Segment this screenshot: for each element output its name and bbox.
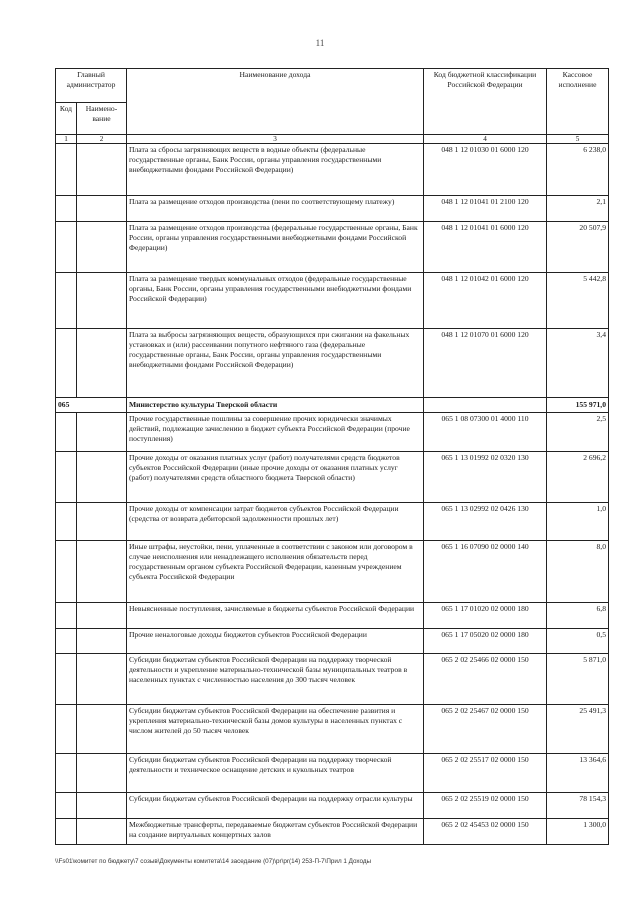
empty-cell xyxy=(56,144,77,196)
income-name-cell: Прочие государственные пошлины за совершение прочих юридически значимых действий, подлежащие зачислению в бюджет субъекта Российской Федерации (прочие поступления) xyxy=(127,413,424,452)
empty-cell xyxy=(56,793,77,819)
income-name-cell: Иные штрафы, неустойки, пени, уплаченные в соответствии с законом или договором в случае неисполнения или ненадлежащего исполнения обязательств перед государственным органом субъекта Российской Федерации, казенным учреждением субъекта Российской Федерации xyxy=(127,541,424,603)
column-number: 2 xyxy=(77,135,127,144)
kbk-code-cell: 048 1 12 01070 01 6000 120 xyxy=(424,329,547,398)
income-name-cell: Плата за размещение отходов производства (пени по соответствующему платежу) xyxy=(127,196,424,222)
income-name-cell: Межбюджетные трансферты, передаваемые бюджетам субъектов Российской Федерации на создание виртуальных концертных залов xyxy=(127,819,424,845)
table-row xyxy=(56,413,609,452)
kbk-code-cell: 065 1 17 05020 02 0000 180 xyxy=(424,629,547,654)
empty-cell xyxy=(77,654,127,705)
kbk-code-cell: 065 2 02 25517 02 0000 150 xyxy=(424,754,547,793)
empty-cell xyxy=(77,273,127,329)
table-row xyxy=(56,793,609,819)
income-name-cell: Субсидии бюджетам субъектов Российской Федерации на поддержку отрасли культуры xyxy=(127,793,424,819)
empty-cell xyxy=(77,603,127,629)
amount-cell: 3,4 xyxy=(547,329,609,398)
income-name-cell: Плата за выбросы загрязняющих веществ, образующихся при сжигании на факельных установках и (или) рассеивании попутного нефтяного газа (федеральные государственные органы, Банк России, органы управления государственными внебюджетными фондами Российской Федерации) xyxy=(127,329,424,398)
column-number: 5 xyxy=(547,135,609,144)
empty-cell xyxy=(56,273,77,329)
column-number: 3 xyxy=(127,135,424,144)
empty-cell xyxy=(424,398,547,413)
income-name-cell: Невыясненные поступления, зачисляемые в бюджеты субъектов Российской Федерации xyxy=(127,603,424,629)
amount-cell: 6,8 xyxy=(547,603,609,629)
amount-cell: 5 442,8 xyxy=(547,273,609,329)
header-amount: Кассовое исполнение xyxy=(547,69,609,135)
file-path-footer: \\Fs01\комитет по бюджету\7 созыв\Документы комитета\14 заседание (07)\pr\pr(14) 253-П-7\Прил 1 Доходы xyxy=(55,858,372,865)
kbk-code-cell: 065 1 17 01020 02 0000 180 xyxy=(424,603,547,629)
amount-cell: 2,1 xyxy=(547,196,609,222)
admin-code-cell: 065 xyxy=(56,398,127,413)
empty-cell xyxy=(77,196,127,222)
income-name-cell: Плата за размещение твердых коммунальных отходов (федеральные государственные органы, Банк России, органы управления государственными внебюджетными фондами Российской Федерации) xyxy=(127,273,424,329)
empty-cell xyxy=(56,329,77,398)
empty-cell xyxy=(77,629,127,654)
header-income-name: Наименование дохода xyxy=(127,69,424,135)
amount-cell: 13 364,6 xyxy=(547,754,609,793)
kbk-code-cell: 048 1 12 01041 01 2100 120 xyxy=(424,196,547,222)
income-name-cell: Прочие доходы от компенсации затрат бюджетов субъектов Российской Федерации (средства от возврата дебиторской задолженности прошлых лет) xyxy=(127,503,424,541)
income-name-cell: Прочие доходы от оказания платных услуг (работ) получателями средств бюджетов субъектов Российской Федерации (иные прочие доходы от оказания платных услуг (работ) получателями средств областного бюджета Тверской области) xyxy=(127,452,424,503)
kbk-code-cell: 065 2 02 25467 02 0000 150 xyxy=(424,705,547,754)
empty-cell xyxy=(77,452,127,503)
column-number: 4 xyxy=(424,135,547,144)
amount-cell: 8,0 xyxy=(547,541,609,603)
income-table xyxy=(55,68,609,845)
empty-cell xyxy=(77,144,127,196)
header-code: Код xyxy=(56,103,77,135)
kbk-code-cell: 065 1 13 01992 02 0320 130 xyxy=(424,452,547,503)
table-row xyxy=(56,754,609,793)
group-row xyxy=(56,398,609,413)
group-amount-cell: 155 971,0 xyxy=(547,398,609,413)
empty-cell xyxy=(77,413,127,452)
table-row xyxy=(56,503,609,541)
kbk-code-cell: 065 1 08 07300 01 4000 110 xyxy=(424,413,547,452)
amount-cell: 2,5 xyxy=(547,413,609,452)
empty-cell xyxy=(56,819,77,845)
kbk-code-cell: 048 1 12 01041 01 6000 120 xyxy=(424,222,547,273)
table-row xyxy=(56,144,609,196)
amount-cell: 78 154,3 xyxy=(547,793,609,819)
kbk-code-cell: 065 2 02 25466 02 0000 150 xyxy=(424,654,547,705)
empty-cell xyxy=(56,705,77,754)
empty-cell xyxy=(56,503,77,541)
income-name-cell: Плата за сбросы загрязняющих веществ в водные объекты (федеральные государственные органы, Банк России, органы управления государственными внебюджетными фондами Российской Федерации) xyxy=(127,144,424,196)
empty-cell xyxy=(56,452,77,503)
kbk-code-cell: 065 1 13 02992 02 0426 130 xyxy=(424,503,547,541)
income-name-cell: Субсидии бюджетам субъектов Российской Федерации на поддержку творческой деятельности и техническое оснащение детских и кукольных театров xyxy=(127,754,424,793)
table-row xyxy=(56,705,609,754)
income-name-cell: Субсидии бюджетам субъектов Российской Федерации на поддержку творческой деятельности и укрепление материально-технической базы муниципальных театров в населенных пунктах с численностью населения до 300 тысяч человек xyxy=(127,654,424,705)
income-name-cell: Плата за размещение отходов производства (федеральные государственные органы, Банк России, органы управления государственными внебюджетными фондами Российской Федерации) xyxy=(127,222,424,273)
kbk-code-cell: 048 1 12 01030 01 6000 120 xyxy=(424,144,547,196)
empty-cell xyxy=(56,413,77,452)
amount-cell: 1,0 xyxy=(547,503,609,541)
kbk-code-cell: 065 1 16 07090 02 0000 140 xyxy=(424,541,547,603)
empty-cell xyxy=(56,603,77,629)
amount-cell: 0,5 xyxy=(547,629,609,654)
amount-cell: 20 507,9 xyxy=(547,222,609,273)
table-row xyxy=(56,329,609,398)
empty-cell xyxy=(77,541,127,603)
amount-cell: 2 696,2 xyxy=(547,452,609,503)
header-name-short: Наимено-вание xyxy=(77,103,127,135)
empty-cell xyxy=(56,654,77,705)
table-row xyxy=(56,196,609,222)
table-row xyxy=(56,452,609,503)
income-name-cell: Субсидии бюджетам субъектов Российской Федерации на обеспечение развития и укрепления материально-технической базы домов культуры в населенных пунктах с числом жителей до 50 тысяч человек xyxy=(127,705,424,754)
empty-cell xyxy=(56,541,77,603)
empty-cell xyxy=(56,196,77,222)
column-number: 1 xyxy=(56,135,77,144)
empty-cell xyxy=(56,222,77,273)
empty-cell xyxy=(77,222,127,273)
empty-cell xyxy=(77,329,127,398)
table-row xyxy=(56,222,609,273)
amount-cell: 25 491,3 xyxy=(547,705,609,754)
amount-cell: 6 238,0 xyxy=(547,144,609,196)
income-name-cell: Прочие неналоговые доходы бюджетов субъектов Российской Федерации xyxy=(127,629,424,654)
header-admin: Главный администратор xyxy=(56,69,127,103)
kbk-code-cell: 065 2 02 45453 02 0000 150 xyxy=(424,819,547,845)
empty-cell xyxy=(77,705,127,754)
page-number: 11 xyxy=(315,38,325,48)
table-row xyxy=(56,541,609,603)
amount-cell: 1 300,0 xyxy=(547,819,609,845)
empty-cell xyxy=(77,754,127,793)
amount-cell: 5 871,0 xyxy=(547,654,609,705)
kbk-code-cell: 048 1 12 01042 01 6000 120 xyxy=(424,273,547,329)
table-row xyxy=(56,654,609,705)
table-row xyxy=(56,629,609,654)
table-row xyxy=(56,603,609,629)
table-row xyxy=(56,819,609,845)
admin-name-cell: Министерство культуры Тверской области xyxy=(127,398,424,413)
table-row xyxy=(56,273,609,329)
empty-cell xyxy=(77,503,127,541)
empty-cell xyxy=(77,819,127,845)
empty-cell xyxy=(56,629,77,654)
empty-cell xyxy=(56,754,77,793)
kbk-code-cell: 065 2 02 25519 02 0000 150 xyxy=(424,793,547,819)
empty-cell xyxy=(77,793,127,819)
header-kbk: Код бюджетной классификации Российской Федерации xyxy=(424,69,547,135)
